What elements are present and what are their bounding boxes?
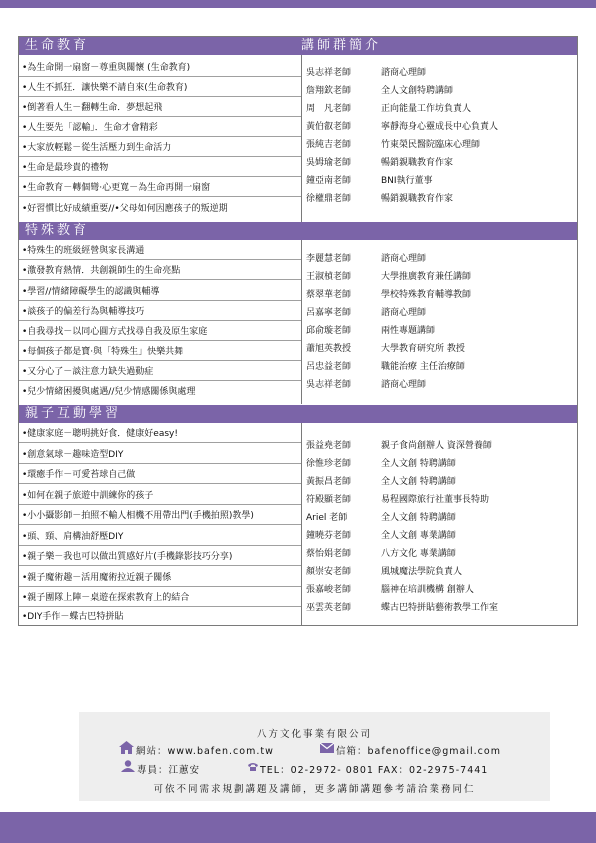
envelope-icon [320,743,334,753]
lecturer-title: 親子食尚創辦人 資深營養師 [381,441,492,451]
contact-footer [79,712,550,801]
lecturer-name: 詹翔欽老師 [306,86,352,96]
bottom-accent-bar [0,812,596,843]
topic-item: •頭、頸、肩構油舒壓DIY [19,529,301,546]
lecturer-title: 八方文化 專業講師 [381,549,456,559]
topic-item: •倒著看人生－翻轉生命．夢想起飛 [19,100,301,117]
section-title: 生命教育 [25,38,90,53]
topic-item: •為生命開一扇窗－尊重與關懷 (生命教育) [19,60,301,77]
lecturer-name: 吳姆瑜老師 [306,158,352,168]
home-icon [119,741,134,754]
lecturer-title: 腦神在培訓機構 創辦人 [381,585,474,595]
company-name: 八方文化事業有限公司 [256,729,372,740]
lecturer-name: 蕭旭英教授 [306,344,352,354]
top-accent-bar [0,0,596,8]
lecturer-title: 暢銷親職教育作家 [381,194,454,204]
topic-item: •學習//情緒障礙學生的認識與輔導 [19,284,301,301]
column-divider [301,55,302,222]
lecturer-name: 張嘉峻老師 [306,585,352,595]
lecturer-title: 全人文創 專業講師 [381,531,456,541]
lecturer-name: 黃伯叡老師 [306,122,352,132]
lecturer-title: BNI執行董事 [381,176,433,186]
lecturer-name: 呂嘉寧老師 [306,308,352,318]
lecturer-name: 鐘亞南老師 [306,176,352,186]
lecturer-title: 全人文創 特聘講師 [381,477,456,487]
person-icon [121,760,135,772]
topic-item: •DIY手作－蝶古巴特拼貼 [22,612,124,622]
email-link[interactable]: 信箱：bafenoffice@gmail.com [336,746,501,757]
lecturer-title: 大學推廣教育兼任講師 [381,272,472,282]
topic-item: •又分心了－談注意力缺失過動症 [19,364,301,381]
lecturer-title: 大學教育研究所 教授 [381,344,465,354]
lecturer-title: 風城魔法學院負責人 [381,567,463,577]
lecturer-name: 吳志祥老師 [306,380,352,390]
topic-item: •人生不抓狂．讓快樂不請自來(生命教育) [19,80,301,97]
lecturer-name: 鐘曉芬老師 [306,531,352,541]
topic-item: •人生要先「認輸」．生命才會精彩 [19,120,301,137]
lecturer-name: Ariel 老師 [306,513,348,523]
column-divider [301,423,302,626]
section-header-parent-child [19,405,577,423]
lecturer-name: 邱俞璇老師 [306,326,352,336]
topic-item: •生命教育－轉個彎‧心更寬－為生命再開一扇窗 [19,180,301,197]
lecturer-title: 學校特殊教育輔導教師 [381,290,472,300]
lecturer-title: 易程國際旅行社董事長特助 [381,495,490,505]
lecturer-name: 徐惟珍老師 [306,459,352,469]
footer-note: 可依不同需求規劃講題及講師，更多講師講題參考請洽業務同仁 [153,784,476,795]
lecturer-name: 王淑楨老師 [306,272,352,282]
lecturer-name: 黃振昌老師 [306,477,352,487]
topic-item: •健康家庭－聰明挑好食．健康好easy! [19,426,301,443]
lecturer-name: 符殿顯老師 [306,495,352,505]
lecturer-name: 蔡怡娟老師 [306,549,352,559]
lecturer-title: 諮商心理師 [381,68,427,78]
lecturer-name: 李麗慧老師 [306,254,352,264]
topic-item: •如何在親子旅遊中訓練你的孩子 [19,488,301,505]
lecturer-title: 竹東榮民醫院臨床心理師 [381,140,481,150]
phone-fax: TEL：02-2972- 0801 FAX：02-2975-7441 [260,765,489,776]
topic-item: •親子樂－我也可以做出質感好片(手機錄影技巧分享) [19,549,301,566]
topic-item: •特殊生的班級經營與家長溝通 [19,243,301,260]
lecturer-title: 諮商心理師 [381,308,427,318]
lecturer-name: 蔡翠華老師 [306,290,352,300]
lecturer-title: 寧靜海身心靈成長中心負責人 [381,122,499,132]
phone-icon [247,762,259,772]
contact-person: 專員：江蕙安 [137,765,201,776]
lecturer-title: 正向能量工作坊負責人 [381,104,472,114]
section-title: 親子互動學習 [25,406,122,421]
website-link[interactable]: 網站：www.bafen.com.tw [136,746,274,757]
lecturer-title: 諮商心理師 [381,380,427,390]
lecturer-name: 張純吉老師 [306,140,352,150]
lecturer-title: 蝶古巴特拼貼藝術教學工作室 [381,603,499,613]
topic-item: •自我尋找－以同心圓方式找尋自我及原生家庭 [19,324,301,341]
topic-item: •小小攝影師－拍照不輸人相機不用帶出門(手機拍照)教學) [19,508,301,525]
lecturer-name: 顏崇安老師 [306,567,352,577]
lecturer-name: 徐權鼎老師 [306,194,352,204]
topic-item: •好習慣比好成績重要//•父母如何因應孩子的叛逆期 [22,204,228,214]
topic-item: •創意氣球－趣味造型DIY [19,447,301,464]
topic-item: •激發教育熱情．共創親師生的生命亮點 [19,263,301,280]
section-header-life-education [19,37,577,55]
lecturer-title: 職能治療 主任治療師 [381,362,465,372]
lecturer-name: 周 凡老師 [306,104,352,114]
lecturer-name: 張益堯老師 [306,441,352,451]
lecturer-title: 諮商心理師 [381,254,427,264]
lecturer-name: 巫雲英老師 [306,603,352,613]
topic-item: •每個孩子都是寶‧與「特殊生」快樂共舞 [19,344,301,361]
lecturer-title: 兩性專題講師 [381,326,436,336]
topic-item: •親子魔術趣－活用魔術拉近親子關係 [19,570,301,587]
section-title: 特殊教育 [25,223,90,238]
lecturer-name: 呂忠益老師 [306,362,352,372]
course-table [18,36,578,626]
topic-item: •環癒手作－可愛苔球自己做 [19,467,301,484]
section-header-special-education [19,222,577,240]
lecturer-header: 講師群簡介 [301,38,382,53]
lecturer-title: 全人文創 特聘講師 [381,459,456,469]
topic-item: •談孩子的偏差行為與輔導技巧 [19,304,301,321]
topic-item: •生命是最珍貴的禮物 [19,160,301,177]
lecturer-title: 暢銷親職教育作家 [381,158,454,168]
lecturer-title: 全人文創特聘講師 [381,86,454,96]
lecturer-title: 全人文創 特聘講師 [381,513,456,523]
lecturer-name: 吳志祥老師 [306,68,352,78]
topic-item: •兒少情緒困擾與處遇//兒少情感關係與處理 [22,387,196,397]
topic-item: •大家放輕鬆－從生活壓力到生命活力 [19,140,301,157]
column-divider [301,240,302,404]
topic-item: •親子團隊上陣－桌遊在探索教育上的結合 [19,590,301,607]
